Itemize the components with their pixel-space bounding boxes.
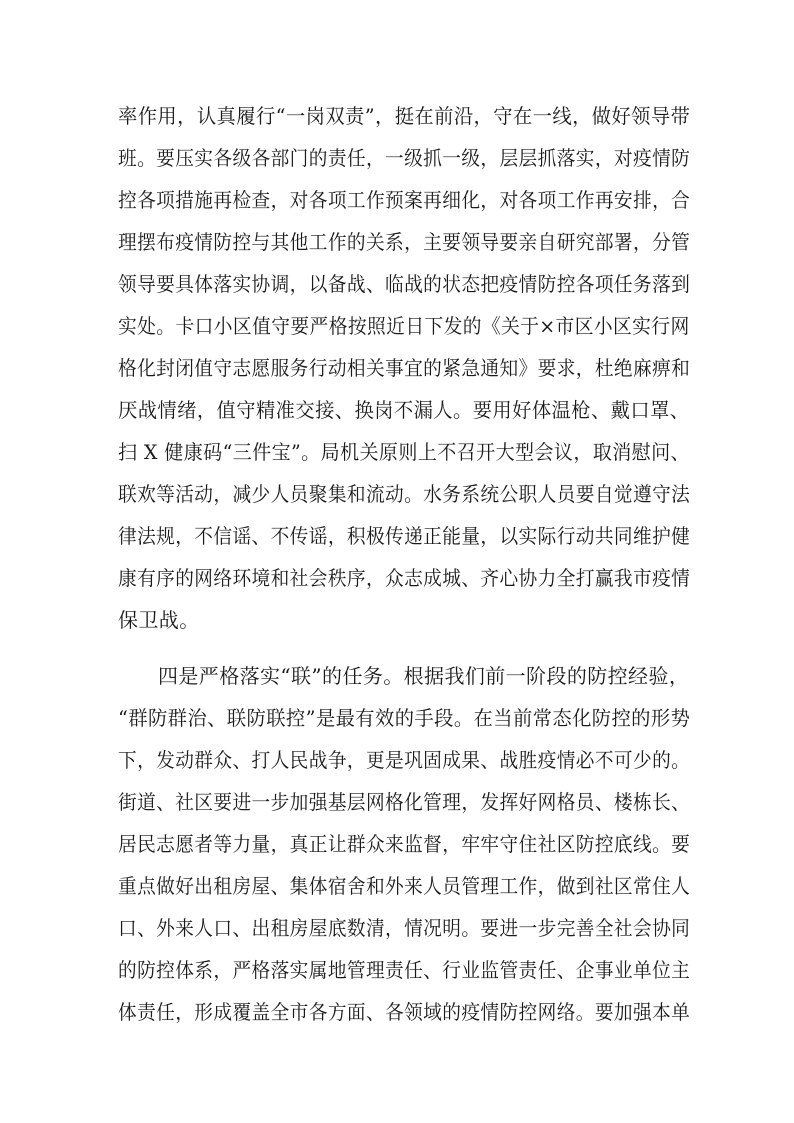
paragraph-2-line-9: 体责任，形成覆盖全市各方面、各领域的疫情防控网络。要加强本单 <box>118 1000 691 1024</box>
paragraph-2-line-8: 的防控体系，严格落实属地管理责任、行业监管责任、企事业单位主 <box>118 958 691 982</box>
paragraph-1-line-2: 班。要压实各级各部门的责任，一级抓一级，层层抓落实，对疫情防 <box>118 146 691 170</box>
paragraph-2-line-7: 口、外来人口、出租房屋底数清，情况明。要进一步完善全社会协同 <box>118 916 691 940</box>
paragraph-1-line-1: 率作用，认真履行“一岗双责”，挺在前沿，守在一线，做好领导带 <box>118 104 691 128</box>
paragraph-1-line-11: 律法规，不信谣、不传谣，积极传递正能量，以实际行动共同维护健 <box>118 524 691 548</box>
paragraph-2-line-3: 下，发动群众、打人民战争，更是巩固成果、战胜疫情必不可少的。 <box>118 748 691 772</box>
paragraph-1-line-4: 理摆布疫情防控与其他工作的关系，主要领导要亲自研究部署，分管 <box>118 230 691 254</box>
paragraph-1-line-5: 领导要具体落实协调，以备战、临战的状态把疫情防控各项任务落到 <box>118 272 691 296</box>
paragraph-1-line-6: 实处。卡口小区值守要严格按照近日下发的《关于×市区小区实行网 <box>118 314 690 338</box>
paragraph-1-line-9: 扫 X 健康码“三件宝”。局机关原则上不召开大型会议，取消慰问、 <box>118 440 690 464</box>
paragraph-1-line-13: 保卫战。 <box>118 608 200 632</box>
paragraph-2-line-6: 重点做好出租房屋、集体宿舍和外来人员管理工作，做到社区常住人 <box>118 874 691 898</box>
paragraph-1-line-12: 康有序的网络环境和社会秩序，众志成城、齐心协力全打赢我市疫情 <box>118 566 691 590</box>
paragraph-2-line-1: 四是严格落实“联”的任务。根据我们前一阶段的防控经验， <box>158 664 690 688</box>
paragraph-2-line-2: “群防群治、联防联控”是最有效的手段。在当前常态化防控的形势 <box>118 706 691 730</box>
paragraph-2-line-5: 居民志愿者等力量，真正让群众来监督，牢牢守住社区防控底线。要 <box>118 832 691 856</box>
paragraph-2-line-4: 街道、社区要进一步加强基层网格化管理，发挥好网格员、楼栋长、 <box>118 790 691 814</box>
paragraph-1-line-8: 厌战情绪，值守精准交接、换岗不漏人。要用好体温枪、戴口罩、 <box>118 398 690 422</box>
paragraph-1-line-10: 联欢等活动，减少人员聚集和流动。水务系统公职人员要自觉遵守法 <box>118 482 691 506</box>
paragraph-1-line-3: 控各项措施再检查，对各项工作预案再细化，对各项工作再安排，合 <box>118 188 691 212</box>
paragraph-1-line-7: 格化封闭值守志愿服务行动相关事宜的紧急通知》要求，杜绝麻痹和 <box>118 356 691 380</box>
